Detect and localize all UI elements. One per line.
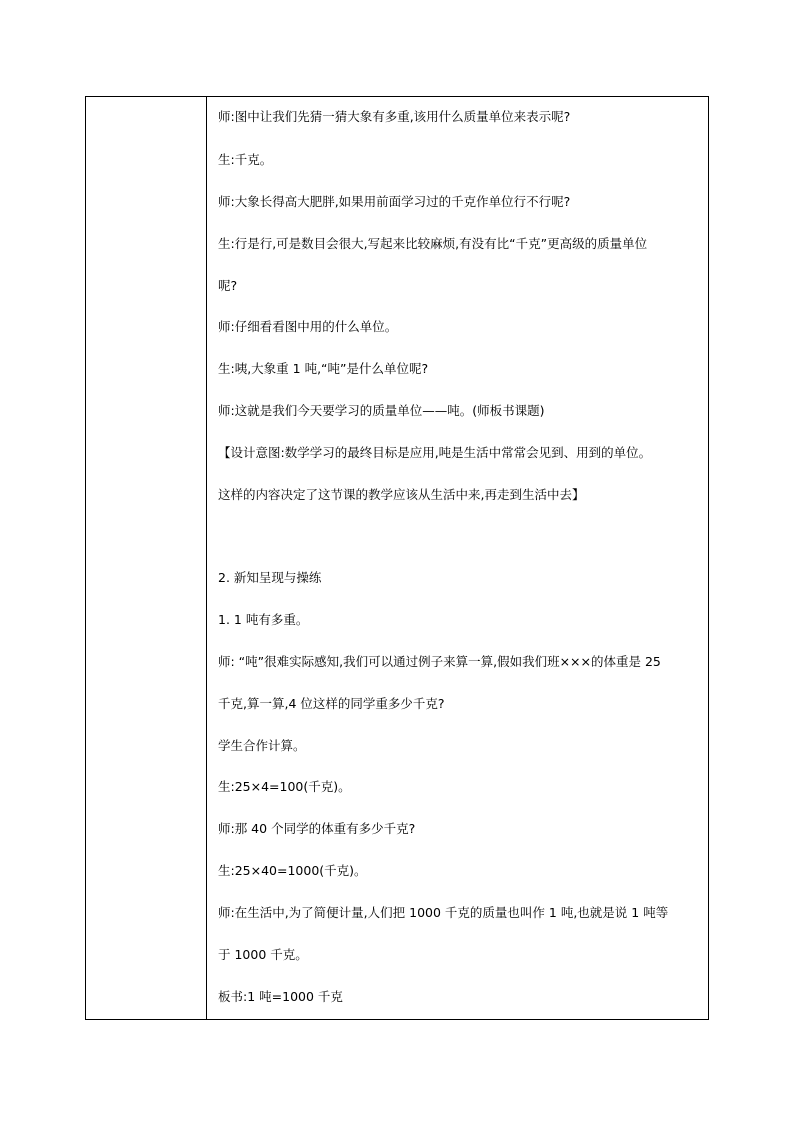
text-line: 生:25×40=1000(千克)。 [218,863,367,878]
text-line: 学生合作计算。 [218,738,306,753]
text-line: 千克,算一算,4 位这样的同学重多少千克? [218,696,445,711]
board-writing-line: 板书:1 吨=1000 千克 [218,989,343,1004]
text-line: 师:那 40 个同学的体重有多少千克? [218,821,416,836]
text-line: 师:图中让我们先猜一猜大象有多重,该用什么质量单位来表示呢? [218,109,571,124]
section-heading: 2. 新知呈现与操练 [218,570,322,585]
text-line: 师:大象长得高大肥胖,如果用前面学习过的千克作单位行不行呢? [218,194,571,209]
subsection-heading: 1. 1 吨有多重。 [218,612,309,627]
text-line: 师:仔细看看图中用的什么单位。 [218,319,398,334]
text-line: 生:咦,大象重 1 吨,“吨”是什么单位呢? [218,361,429,376]
text-line: 师:在生活中,为了简便计量,人们把 1000 千克的质量也叫作 1 吨,也就是说 1 吨等 [218,905,669,920]
text-line: 生:25×4=100(千克)。 [218,779,351,794]
design-intent-line: 【设计意图:数学学习的最终目标是应用,吨是生活中常常会见到、用到的单位。 [218,445,652,460]
text-line: 于 1000 千克。 [218,947,308,962]
text-line: 生:千克。 [218,152,273,167]
text-line: 师:这就是我们今天要学习的质量单位——吨。(师板书课题) [218,403,545,418]
content-cell [207,97,708,1019]
lesson-table [85,96,709,1020]
text-line: 生:行是行,可是数目会很大,写起来比较麻烦,有没有比“千克”更高级的质量单位 [218,236,648,251]
text-line: 呢? [218,278,238,293]
design-intent-line: 这样的内容决定了这节课的教学应该从生活中来,再走到生活中去】 [218,487,585,502]
left-column-cell [86,97,207,1019]
text-line: 师: “吨”很难实际感知,我们可以通过例子来算一算,假如我们班×××的体重是 25 [218,654,661,669]
